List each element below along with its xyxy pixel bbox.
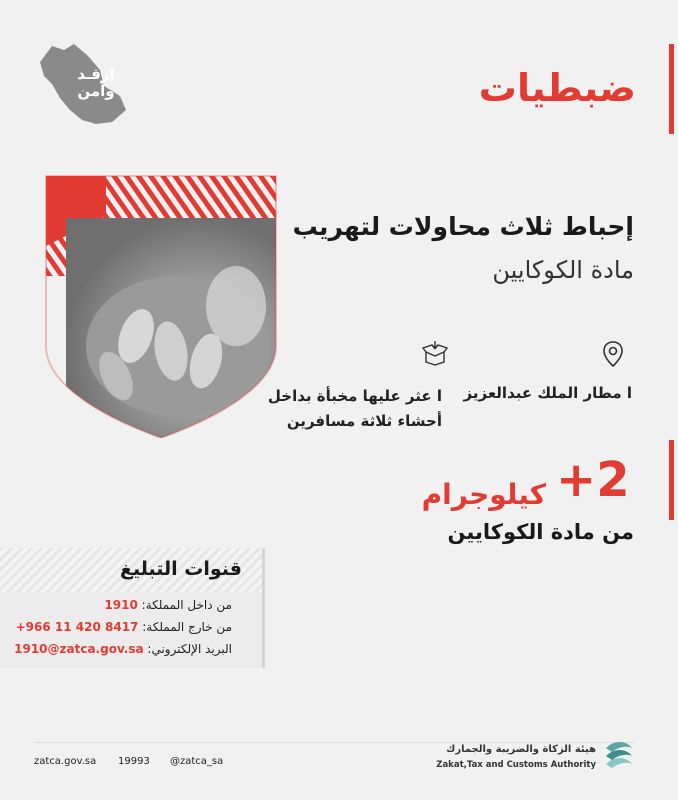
zatca-logo-icon <box>602 738 636 774</box>
contact-line-domestic <box>104 598 232 612</box>
contact-line-international <box>16 620 232 634</box>
found-line1: ا عثر عليها مخبأة بداخل <box>267 387 442 405</box>
contact-title: قنوات التبليغ <box>120 558 242 580</box>
stat-unit: كيلوجرام <box>421 478 546 511</box>
contact-divider <box>262 548 265 668</box>
shield-photo <box>36 156 286 438</box>
found-text <box>268 384 442 434</box>
footer-website[interactable]: zatca.gov.sa <box>34 756 97 767</box>
footer-phone[interactable]: 19993 <box>118 756 150 767</box>
org-name-en: Zakat,Tax and Customs Authority <box>436 760 596 770</box>
contact-value[interactable]: 1910@zatca.gov.sa <box>14 642 144 656</box>
stat-subtitle: من مادة الكوكايين <box>447 520 634 544</box>
accent-bar-top <box>669 44 674 134</box>
contact-value[interactable]: +966 11 420 8417 <box>15 620 139 634</box>
map-pin-icon <box>600 340 626 368</box>
open-box-icon <box>422 340 448 366</box>
stat-number: +2 <box>556 452 630 508</box>
badge-line1: ارقـد <box>77 65 115 83</box>
badge-text <box>66 66 126 100</box>
badge-line2: وآمن <box>77 82 115 100</box>
footer-handle[interactable]: @zatca_sa <box>170 756 224 767</box>
location-text: ا مطار الملك عبدالعزيز <box>463 384 632 402</box>
found-line2: أحشاء ثلاثة مسافرين <box>286 412 442 430</box>
contact-label: من خارج المملكة: <box>142 620 232 634</box>
contact-line-email <box>14 642 232 656</box>
contact-value[interactable]: 1910 <box>104 598 138 612</box>
org-name-ar: هيئة الزكاة والضريبة والجمارك <box>446 744 596 755</box>
headline: إحباط ثلاث محاولات لتهريب <box>292 212 634 241</box>
page-title: ضبطيات <box>478 66 636 110</box>
contact-label: البريد الإلكتروني: <box>147 642 232 656</box>
subheadline: مادة الكوكايين <box>492 256 634 284</box>
footer-divider <box>34 742 634 743</box>
accent-bar-mid <box>669 440 674 520</box>
contact-label: من داخل المملكة: <box>141 598 232 612</box>
